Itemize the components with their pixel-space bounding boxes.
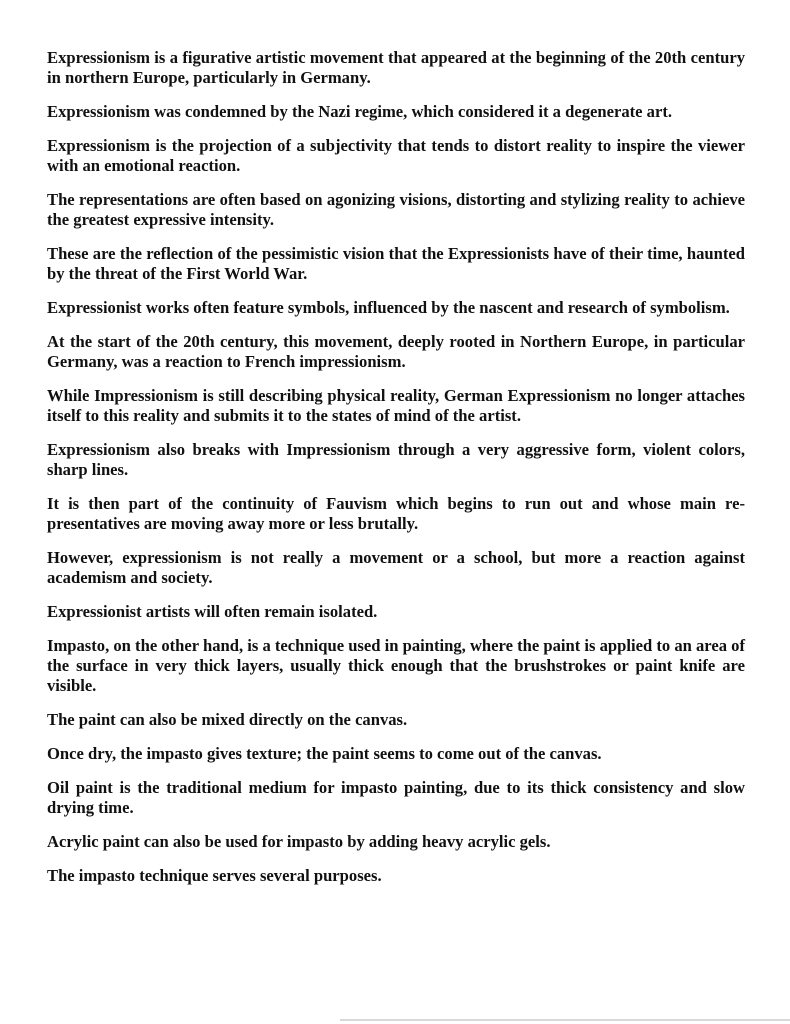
paragraph: Acrylic paint can also be used for impasto by adding heavy acrylic gels. [47,832,551,851]
paragraph: However, expressionism is not really a movement or a school, but more a reaction against academism and society. [47,548,745,587]
paragraph: Expressionist artists will often remain isolated. [47,602,378,621]
paragraph: Impasto, on the other hand, is a technique used in painting, where the paint is applied to an area of the surface in very thick layers, usually thick enough that the brushstrokes or paint knife are visible. [47,636,745,695]
paragraph: Oil paint is the traditional medium for impasto painting, due to its thick consistency and slow drying time. [47,778,745,817]
paragraph: It is then part of the continuity of Fauvism which begins to run out and whose main re-presentatives are moving away more or less brutally. [47,494,745,533]
paragraph: Expressionist works often feature symbols, influenced by the nascent and research of symbolism. [47,298,730,317]
paragraph: The paint can also be mixed directly on the canvas. [47,710,408,729]
paragraph: Expressionism is the projection of a subjectivity that tends to distort reality to inspire the viewer with an emotional reaction. [47,136,745,175]
paragraph: The impasto technique serves several purposes. [47,866,382,885]
paragraph: At the start of the 20th century, this movement, deeply rooted in Northern Europe, in particular Germany, was a reaction to French impressionism. [47,332,745,371]
paragraph: Expressionism was condemned by the Nazi regime, which considered it a degenerate art. [47,102,672,121]
paragraph: The representations are often based on agonizing visions, distorting and stylizing reality to achieve the greatest expressive intensity. [47,190,745,229]
page-edge-line [340,1019,790,1021]
paragraph: Expressionism is a figurative artistic movement that appeared at the beginning of the 20th century in northern Europe, particularly in Germany. [47,48,745,87]
paragraph: These are the reflection of the pessimistic vision that the Expressionists have of their time, haunted by the threat of the First World War. [47,244,745,283]
paragraph: While Impressionism is still describing physical reality, German Expressionism no longer attaches itself to this reality and submits it to the states of mind of the artist. [47,386,745,425]
paragraph: Expressionism also breaks with Impressionism through a very aggressive form, violent colors, sharp lines. [47,440,745,479]
document-body [47,48,745,900]
paragraph: Once dry, the impasto gives texture; the paint seems to come out of the canvas. [47,744,602,763]
